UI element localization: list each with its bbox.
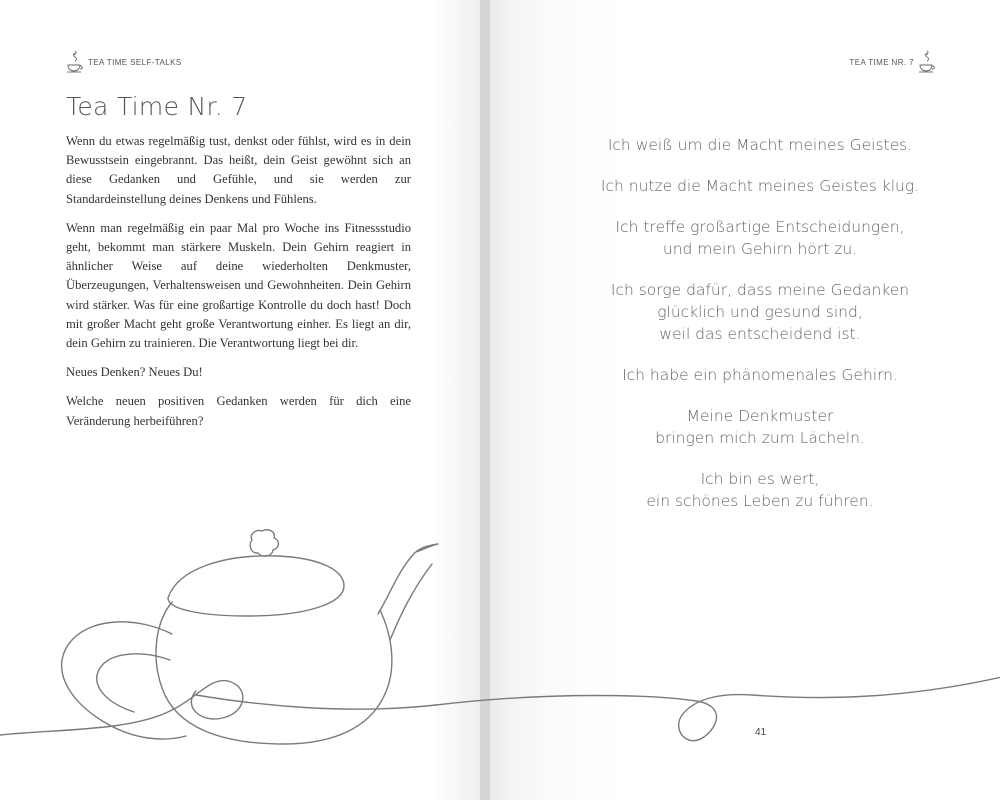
paragraph: Welche neuen positiven Gedanken werden für dich eine Veränderung herbeiführen? xyxy=(66,394,411,428)
affirmation: Ich sorge dafür, dass meine Gedanken glücklich und gesund sind, weil das entscheidend ist. xyxy=(610,281,910,343)
teapot-handle xyxy=(62,622,186,739)
teapot-body xyxy=(156,602,392,744)
affirmation: Meine Denkmuster bringen mich zum Lächeln. xyxy=(655,407,865,447)
paragraph: Wenn du etwas regelmäßig tust, denkst oder fühlst, wird es in dein Bewusstsein eingebrannt. Das heißt, dein Geist gewöhnt sich an diese Gedanken und Gefühle, und sie werden zur Standardeinstellung deines Denkens und Fühlens. xyxy=(66,134,411,206)
running-head-left-text: TEA TIME SELF-TALKS xyxy=(88,57,182,67)
teapot-lid-knob xyxy=(250,530,278,556)
affirmation: Ich bin es wert, ein schönes Leben zu führen. xyxy=(646,470,874,510)
paragraph: Wenn man regelmäßig ein paar Mal pro Woche ins Fitnessstudio geht, bekommt man stärkere Muskeln. Dein Gehirn reagiert in ähnlicher Weise auf deine wiederholten Denkmuster, Überzeugungen, Verhaltensweisen und Gewohnheiten. Dein Gehirn wird stärker. Was für eine großartige Kontrolle du doch hast! Doch mit großer Macht geht große Verantwortung einher. Es liegt an dir, dein Gehirn zu trainieren. Die Verantwortung liegt bei dir. xyxy=(66,220,411,351)
running-head-right-text: TEA TIME NR. 7 xyxy=(849,57,914,67)
affirmation: Ich weiß um die Macht meines Geistes. xyxy=(607,136,913,154)
affirmation: Ich habe ein phänomenales Gehirn. xyxy=(622,366,898,384)
affirmation: Ich nutze die Macht meines Geistes klug. xyxy=(600,177,920,195)
page-number: 41 xyxy=(755,727,767,738)
teapot-lid xyxy=(168,556,344,616)
flowing-line xyxy=(0,681,243,735)
teapot-spout xyxy=(378,544,438,614)
paragraph: Neues Denken? Neues Du! xyxy=(66,365,203,380)
page-title: Tea Time Nr. 7 xyxy=(66,92,248,121)
affirmation: Ich treffe großartige Entscheidungen, und mein Gehirn hört zu. xyxy=(615,218,905,258)
